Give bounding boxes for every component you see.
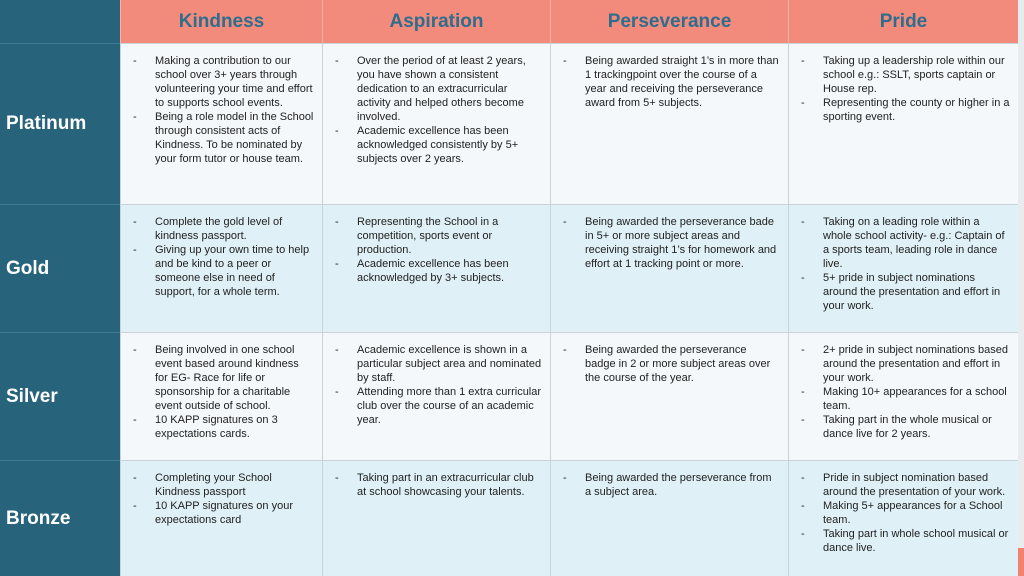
cell-bronze-aspiration — [322, 460, 550, 576]
cell-gold-aspiration — [322, 204, 550, 332]
criteria-item: - Taking up a leadership role within our school e.g.: SSLT, sports captain or House rep. — [799, 54, 1010, 96]
criteria-list — [131, 471, 314, 527]
row-label-gold: Gold — [0, 204, 120, 332]
cell-platinum-pride — [788, 43, 1018, 204]
criteria-item: - 10 KAPP signatures on 3 expectations cards. — [131, 413, 314, 441]
criteria-item: - Academic excellence has been acknowledged consistently by 5+ subjects over 2 years. — [333, 124, 542, 166]
table-corner — [0, 0, 120, 43]
criteria-list — [131, 54, 314, 166]
criteria-item: - 2+ pride in subject nominations based around the presentation and effort in your work. — [799, 343, 1010, 385]
row-label-silver: Silver — [0, 332, 120, 460]
criteria-item: - Making 5+ appearances for a School team. — [799, 499, 1010, 527]
column-header-perseverance: Perseverance — [550, 0, 788, 43]
criteria-item: - Being involved in one school event based around kindness for EG- Race for life or sponsorship for a charitable event outside of school. — [131, 343, 314, 413]
criteria-item: - Being a role model in the School through consistent acts of Kindness. To be nominated by your form tutor or house team. — [131, 110, 314, 166]
criteria-list — [333, 471, 542, 499]
cell-gold-kindness — [120, 204, 322, 332]
column-header-pride: Pride — [788, 0, 1018, 43]
cell-bronze-perseverance — [550, 460, 788, 576]
criteria-list — [561, 54, 780, 110]
criteria-item: - Being awarded the perseverance badge in 2 or more subject areas over the course of the year. — [561, 343, 780, 385]
column-header-kindness: Kindness — [120, 0, 322, 43]
criteria-list — [333, 215, 542, 285]
criteria-item: - 10 KAPP signatures on your expectations card — [131, 499, 314, 527]
criteria-item: - Being awarded the perseverance bade in 5+ or more subject areas and receiving straight 1’s for homework and effort at 1 tracking point or more. — [561, 215, 780, 271]
criteria-item: - Taking part in the whole musical or dance live for 2 years. — [799, 413, 1010, 441]
criteria-list — [799, 54, 1010, 124]
cell-bronze-kindness — [120, 460, 322, 576]
criteria-item: - Pride in subject nomination based around the presentation of your work. — [799, 471, 1010, 499]
cell-bronze-pride — [788, 460, 1018, 576]
criteria-list — [131, 343, 314, 441]
row-label-bronze: Bronze — [0, 460, 120, 576]
row-label-platinum: Platinum — [0, 43, 120, 204]
criteria-item: - Academic excellence has been acknowledged by 3+ subjects. — [333, 257, 542, 285]
criteria-item: - Being awarded straight 1’s in more than 1 trackingpoint over the course of a year and receiving the perseverance award from 5+ subjects. — [561, 54, 780, 110]
cell-platinum-perseverance — [550, 43, 788, 204]
criteria-item: - Taking on a leading role within a whole school activity- e.g.: Captain of a sports team, leading role in dance live. — [799, 215, 1010, 271]
criteria-item: - Making 10+ appearances for a school team. — [799, 385, 1010, 413]
criteria-item: - 5+ pride in subject nominations around the presentation and effort in your work. — [799, 271, 1010, 313]
cell-platinum-kindness — [120, 43, 322, 204]
criteria-list — [799, 215, 1010, 313]
criteria-item: - Representing the School in a competition, sports event or production. — [333, 215, 542, 257]
cell-silver-pride — [788, 332, 1018, 460]
criteria-list — [561, 471, 780, 499]
criteria-item: - Over the period of at least 2 years, you have shown a consistent dedication to an extracurricular activity and helped others become involved. — [333, 54, 542, 124]
criteria-list — [799, 471, 1010, 555]
right-edge-stripe — [1018, 0, 1024, 576]
cell-silver-aspiration — [322, 332, 550, 460]
criteria-item: - Complete the gold level of kindness passport. — [131, 215, 314, 243]
cell-silver-perseverance — [550, 332, 788, 460]
criteria-list — [333, 343, 542, 427]
criteria-item: - Giving up your own time to help and be kind to a peer or someone else in need of support, for a whole term. — [131, 243, 314, 299]
criteria-list — [799, 343, 1010, 441]
criteria-item: - Academic excellence is shown in a particular subject area and nominated by staff. — [333, 343, 542, 385]
criteria-item: - Attending more than 1 extra curricular club over the course of an academic year. — [333, 385, 542, 427]
criteria-item: - Completing your School Kindness passport — [131, 471, 314, 499]
accent-bar — [1018, 548, 1024, 576]
criteria-list — [131, 215, 314, 299]
criteria-item: - Taking part in an extracurricular club at school showcasing your talents. — [333, 471, 542, 499]
cell-gold-pride — [788, 204, 1018, 332]
cell-silver-kindness — [120, 332, 322, 460]
cell-gold-perseverance — [550, 204, 788, 332]
criteria-item: - Taking part in whole school musical or dance live. — [799, 527, 1010, 555]
criteria-list — [333, 54, 542, 166]
criteria-list — [561, 343, 780, 385]
criteria-item: - Making a contribution to our school over 3+ years through volunteering your time and effort to supports school events. — [131, 54, 314, 110]
criteria-item: - Being awarded the perseverance from a subject area. — [561, 471, 780, 499]
cell-platinum-aspiration — [322, 43, 550, 204]
criteria-item: - Representing the county or higher in a sporting event. — [799, 96, 1010, 124]
criteria-list — [561, 215, 780, 271]
column-header-aspiration: Aspiration — [322, 0, 550, 43]
